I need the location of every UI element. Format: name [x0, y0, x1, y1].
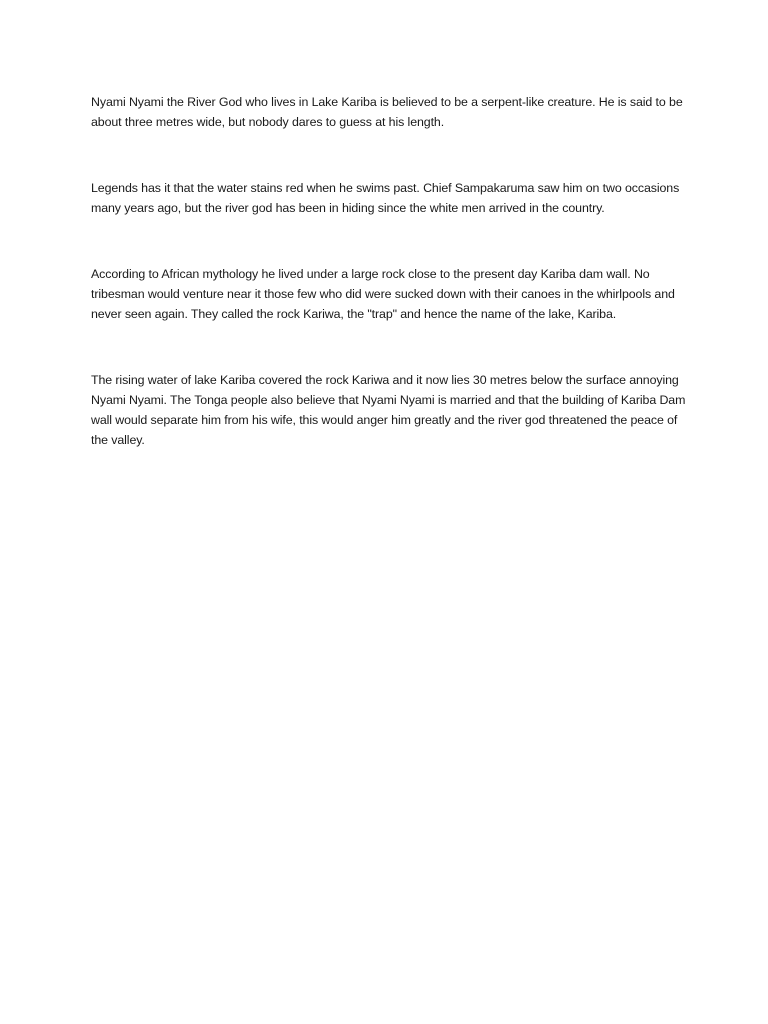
document-body	[91, 92, 691, 450]
paragraph-river-god: Nyami Nyami the River God who lives in Lake Kariba is believed to be a serpent-like creature. He is said to be about three metres wide, but nobody dares to guess at his length.	[91, 95, 683, 129]
paragraph-mythology: According to African mythology he lived under a large rock close to the present day Kariba dam wall. No tribesman would venture near it those few who did were sucked down with their canoes in the whirlpools and never seen again. They called the rock Kariwa, the "trap" and hence the name of the lake, Kariba.	[91, 267, 675, 321]
paragraph-rising-water: The rising water of lake Kariba covered the rock Kariwa and it now lies 30 metres below the surface annoying Nyami Nyami. The Tonga people also believe that Nyami Nyami is married and that the building of Kariba Dam wall would separate him from his wife, this would anger him greatly and the river god threatened the peace of the valley.	[91, 373, 686, 447]
paragraph-legends: Legends has it that the water stains red when he swims past. Chief Sampakaruma saw him on two occasions many years ago, but the river god has been in hiding since the white men arrived in the country.	[91, 181, 680, 215]
